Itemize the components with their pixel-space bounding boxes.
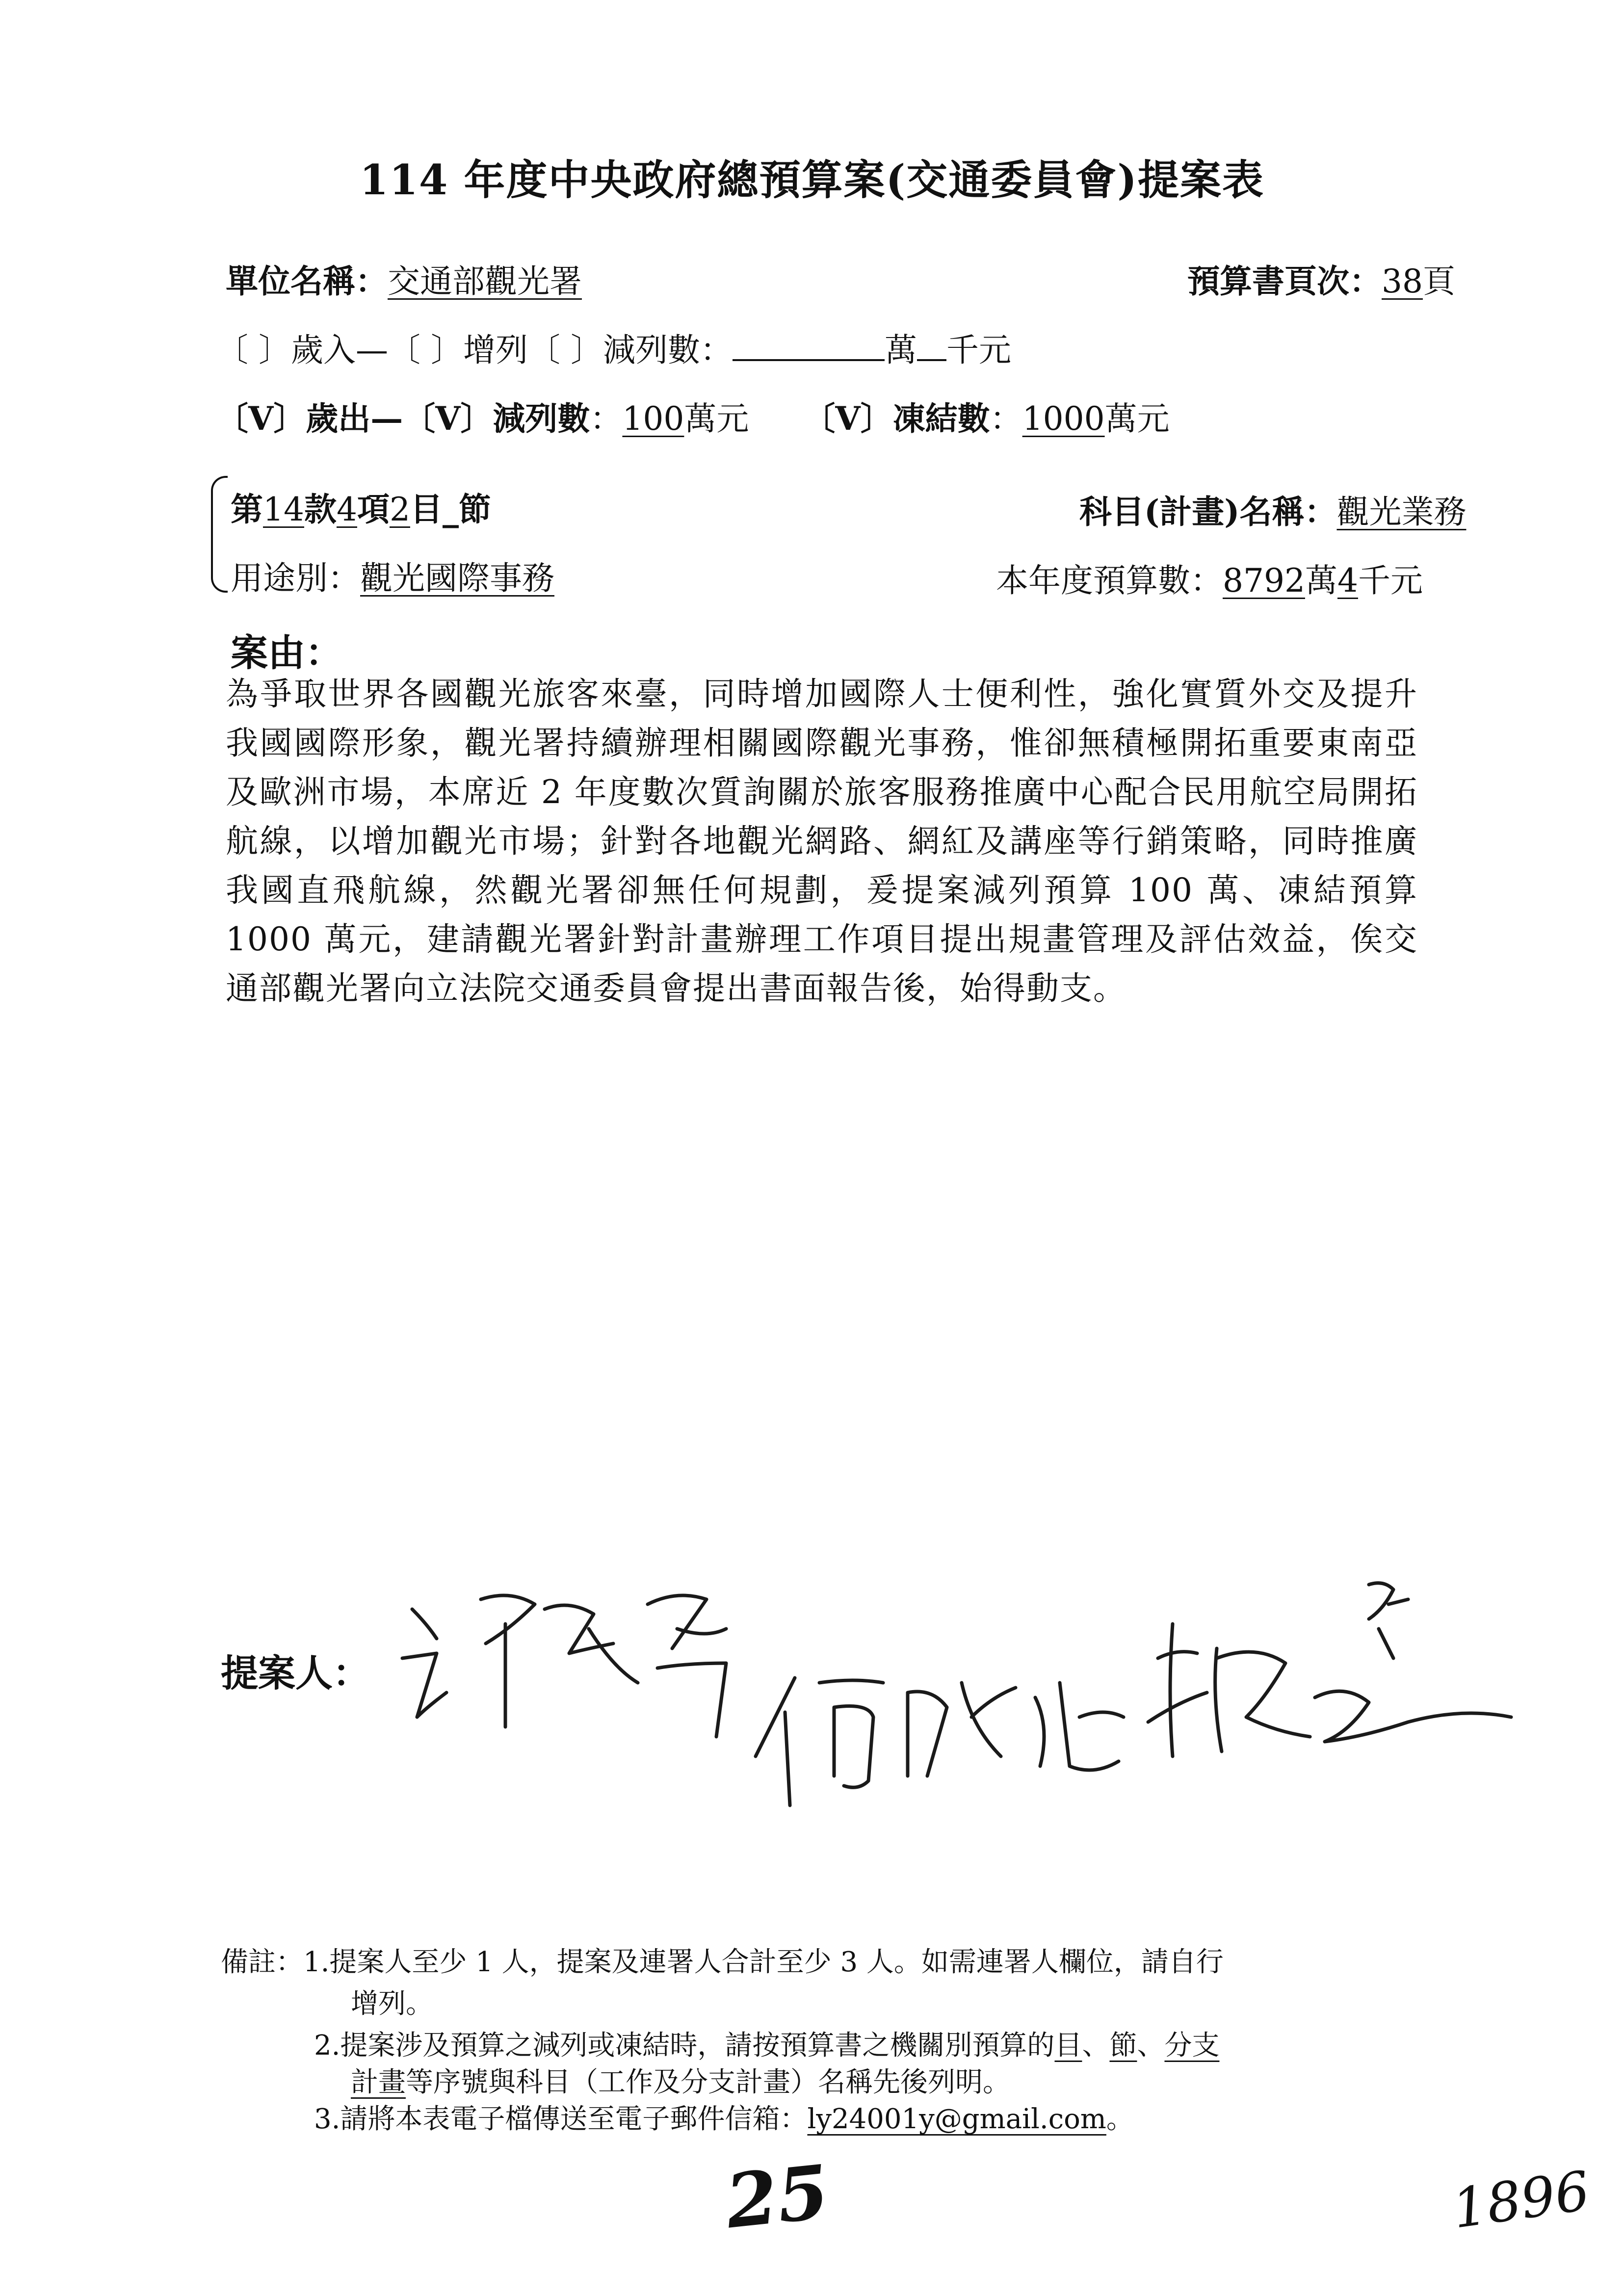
mu-value: 2 bbox=[389, 491, 410, 528]
reason-heading: 案由： bbox=[231, 631, 342, 675]
budget-wan-value: 8792 bbox=[1223, 562, 1305, 600]
signature-1 bbox=[402, 1595, 726, 1737]
note-2-mu: 目 bbox=[1054, 2030, 1082, 2061]
budget-qian-value: 4 bbox=[1337, 562, 1358, 600]
unit-value: 交通部觀光署 bbox=[388, 262, 582, 300]
unit-row bbox=[226, 255, 582, 302]
subject-label: 科目(計畫)名稱： bbox=[1079, 493, 1337, 531]
cut-label: 減列數 bbox=[493, 399, 590, 438]
proposer-label: 提案人： bbox=[221, 1651, 370, 1695]
expense-row bbox=[216, 392, 1170, 439]
section-bracket bbox=[211, 476, 228, 593]
cut-value: 100 bbox=[622, 400, 684, 438]
revenue-amount-blank bbox=[733, 354, 885, 361]
note-2-rest: 等序號與科目（工作及分支計畫）名稱先後列明。 bbox=[406, 2066, 1010, 2098]
kuan-value: 14 bbox=[263, 491, 304, 528]
unit-label: 單位名稱： bbox=[226, 262, 388, 300]
xiang-value: 4 bbox=[336, 491, 357, 528]
note-3-end: 。 bbox=[1106, 2103, 1134, 2135]
revenue-row bbox=[216, 324, 1011, 370]
signature-2 bbox=[756, 1678, 1124, 1805]
freeze-value: 1000 bbox=[1022, 400, 1105, 438]
note-2-row bbox=[314, 2024, 1219, 2063]
note-1-row bbox=[221, 1940, 1224, 1980]
subject-value: 觀光業務 bbox=[1336, 493, 1467, 531]
freeze-prefix: 〔V〕 bbox=[803, 399, 893, 438]
note-2-jie: 節 bbox=[1109, 2030, 1137, 2061]
freeze-label: 凍結數 bbox=[892, 399, 990, 438]
budget-qian-unit: 千元 bbox=[1358, 562, 1423, 600]
page-ref-row bbox=[1187, 255, 1455, 302]
kuan-label: 第 bbox=[231, 490, 263, 528]
page-ref-suffix: 頁 bbox=[1422, 262, 1455, 300]
purpose-row bbox=[231, 552, 554, 599]
reason-body: 為爭取世界各國觀光旅客來臺，同時增加國際人士便利性，強化實質外交及提升我國國際形象，觀光署持續辦理相關國際觀光事務，惟卻無積極開拓重要東南亞及歐洲市場，本席近 2 年度數次質詢關於旅客服務推廣中心配合民用航空局開拓航線，以增加觀光市場；針對各地觀光網路、網紅及講座等行銷策略，同時推廣我國直飛航線，然觀光署卻無任何規劃，爰提案減列預算 100 萬、凍結預算 1000 萬元，建請觀光署針對計畫辦理工作項目提出規畫管理及評估效益，俟交通部觀光署向立法院交通委員會提出書面報告後，始得動支。 bbox=[226, 675, 1418, 1007]
page-ref-value: 38 bbox=[1382, 262, 1423, 300]
revenue-text: 〔 〕歲入—〔 〕增列〔 〕減列數： bbox=[216, 331, 733, 369]
form-title: 114 年度中央政府總預算案(交通委員會)提案表 bbox=[359, 156, 1265, 204]
note-1-continued: 增列。 bbox=[351, 1988, 433, 2020]
note-3-row bbox=[314, 2097, 1134, 2137]
note-2-sep2: 、 bbox=[1137, 2030, 1165, 2061]
mu-label: 項 bbox=[357, 490, 390, 528]
signatures bbox=[383, 1570, 1560, 1845]
revenue-wan: 萬 bbox=[884, 331, 917, 369]
note-2-sep1: 、 bbox=[1082, 2030, 1110, 2061]
document-number: 1896 bbox=[1448, 2159, 1594, 2241]
page-number: 25 bbox=[722, 2148, 833, 2245]
cut-unit: 萬元 bbox=[684, 400, 749, 438]
signature-3 bbox=[1148, 1583, 1511, 1756]
note-3-email[interactable]: ly24001y@gmail.com bbox=[807, 2103, 1106, 2135]
budget-row bbox=[996, 554, 1423, 601]
note-3: 3.請將本表電子檔傳送至電子郵件信箱： bbox=[314, 2103, 808, 2135]
section-row bbox=[231, 483, 491, 530]
revenue-qian-blank bbox=[917, 354, 946, 361]
expense-prefix: 〔V〕歲出—〔V〕 bbox=[216, 399, 493, 438]
note-2-continued bbox=[351, 2061, 1010, 2100]
budget-wan-unit: 萬 bbox=[1305, 562, 1337, 600]
cut-colon: ： bbox=[590, 400, 623, 438]
purpose-value: 觀光國際事務 bbox=[360, 559, 554, 597]
freeze-colon: ： bbox=[990, 400, 1022, 438]
revenue-qianyuan: 千元 bbox=[946, 331, 1011, 369]
budget-label: 本年度預算數： bbox=[996, 562, 1223, 600]
purpose-label: 用途別： bbox=[231, 559, 360, 597]
note-1: 1.提案人至少 1 人，提案及連署人合計至少 3 人。如需連署人欄位，請自行 bbox=[303, 1946, 1224, 1978]
note-2-fen: 分支 bbox=[1164, 2030, 1220, 2061]
note-2: 2.提案涉及預算之減列或凍結時，請按預算書之機關別預算的 bbox=[314, 2030, 1055, 2061]
freeze-unit: 萬元 bbox=[1104, 400, 1170, 438]
note-2-plan: 計畫 bbox=[351, 2066, 406, 2098]
xiang-label: 款 bbox=[304, 490, 337, 528]
jie-label: 目_節 bbox=[410, 490, 491, 528]
subject-row bbox=[1079, 486, 1466, 532]
page-ref-label: 預算書頁次： bbox=[1187, 262, 1382, 300]
notes-label: 備註： bbox=[221, 1946, 303, 1978]
